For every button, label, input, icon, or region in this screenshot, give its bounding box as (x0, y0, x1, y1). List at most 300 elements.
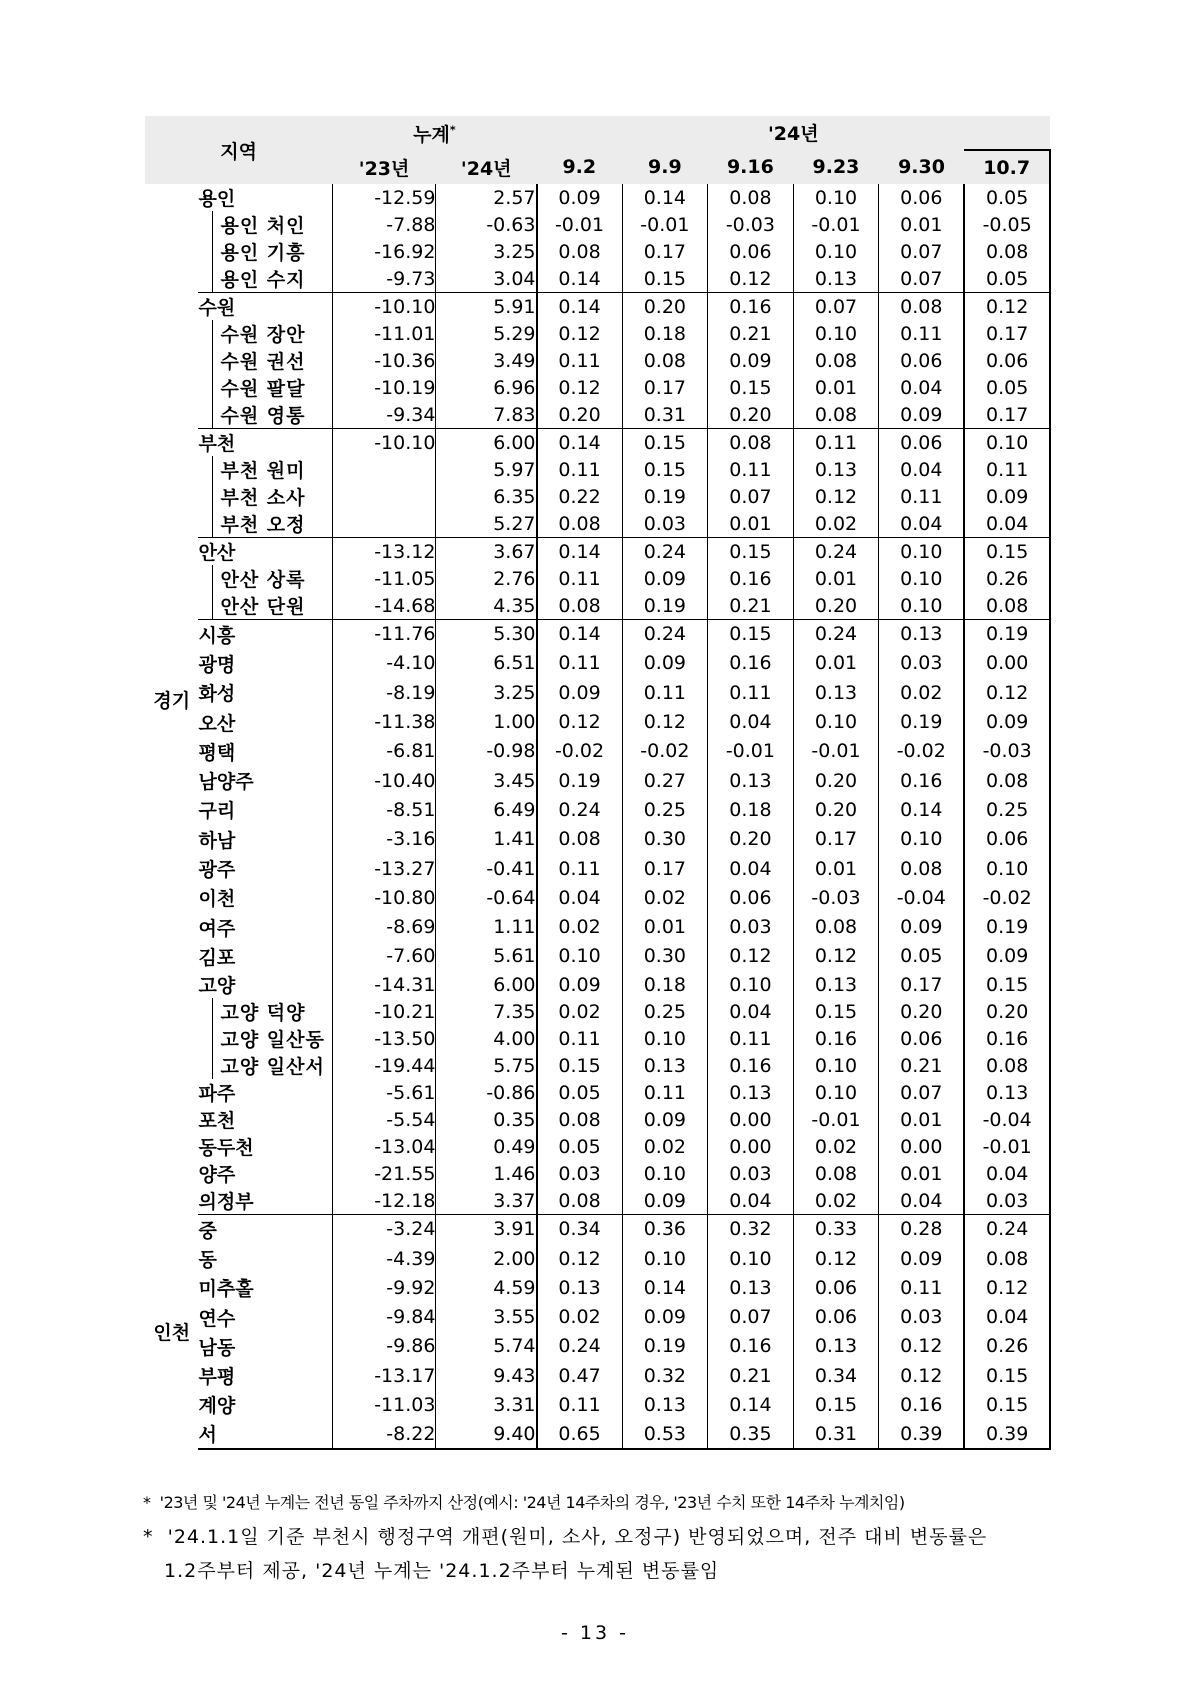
table-row (145, 620, 1050, 649)
weekly-value: 0.26 (964, 1332, 1050, 1361)
weekly-value: 0.20 (622, 293, 708, 321)
weekly-value: 0.08 (793, 347, 879, 374)
table-row (145, 1302, 1050, 1331)
weekly-value: 0.18 (622, 971, 708, 998)
weekly-value: 0.04 (708, 707, 794, 736)
weekly-value: 0.21 (879, 1052, 965, 1079)
weekly-value: -0.04 (964, 1106, 1050, 1133)
cum-23-value: -13.17 (332, 1361, 436, 1390)
cum-24-value: 3.25 (436, 678, 537, 707)
col-week: 9.23 (793, 150, 879, 184)
cum-24-value: 3.04 (436, 265, 537, 293)
weekly-value: 0.16 (708, 293, 794, 321)
cum-24-value: 0.35 (436, 1106, 537, 1133)
weekly-value: 0.01 (879, 1106, 965, 1133)
weekly-value: 0.08 (879, 293, 965, 321)
weekly-value: 0.19 (622, 483, 708, 510)
weekly-value: 0.10 (964, 854, 1050, 883)
weekly-value: 0.01 (708, 510, 794, 538)
weekly-value: -0.01 (793, 211, 879, 238)
weekly-value: 0.15 (708, 538, 794, 566)
weekly-value: 0.08 (964, 238, 1050, 265)
weekly-value: 0.12 (879, 1361, 965, 1390)
weekly-value: 0.01 (879, 211, 965, 238)
cum-23-value: -5.54 (332, 1106, 436, 1133)
footnote-1: * '23년 및 '24년 누계는 전년 동일 주차까지 산정(예시: '24년 14주차의 경우, '23년 수치 또한 14주차 누계치임) (143, 1493, 905, 1512)
table-row (145, 707, 1050, 736)
weekly-value: 0.06 (879, 429, 965, 457)
table-row (145, 1025, 1050, 1052)
table-row (145, 971, 1050, 998)
weekly-value: 0.04 (964, 1160, 1050, 1187)
cum-23-value: -6.81 (332, 737, 436, 766)
weekly-value: 0.14 (537, 265, 623, 293)
weekly-value: 0.08 (793, 401, 879, 429)
table-row (145, 883, 1050, 912)
weekly-value: 0.24 (537, 795, 623, 824)
weekly-value: 0.08 (964, 1244, 1050, 1273)
weekly-value: 0.28 (879, 1215, 965, 1244)
weekly-value: 0.39 (879, 1420, 965, 1449)
weekly-value: 0.06 (879, 1025, 965, 1052)
cum-24-value: -0.64 (436, 883, 537, 912)
city-name: 중 (198, 1215, 332, 1244)
table-row (145, 347, 1050, 374)
weekly-value: 0.04 (879, 1187, 965, 1215)
weekly-value: 0.10 (879, 592, 965, 620)
city-name: 부천 (198, 429, 332, 457)
weekly-value: -0.01 (793, 737, 879, 766)
weekly-value: 0.08 (964, 592, 1050, 620)
weekly-value: 0.10 (879, 565, 965, 592)
weekly-value: 0.03 (879, 1302, 965, 1331)
weekly-value: 0.18 (708, 795, 794, 824)
weekly-value: 0.10 (622, 1244, 708, 1273)
cum-23-value: -10.10 (332, 293, 436, 321)
weekly-value: 0.16 (708, 1052, 794, 1079)
cum-23-value: -11.03 (332, 1390, 436, 1419)
weekly-value: 0.11 (622, 1079, 708, 1106)
cum-24-value: 2.00 (436, 1244, 537, 1273)
cum-23-value: -3.24 (332, 1215, 436, 1244)
weekly-value: 0.04 (964, 1302, 1050, 1331)
cum-24-value: 1.11 (436, 912, 537, 941)
weekly-value: 0.39 (964, 1420, 1050, 1449)
weekly-value: 0.01 (793, 565, 879, 592)
weekly-value: 0.17 (879, 971, 965, 998)
region-label: 인천 (153, 1322, 191, 1345)
cum-23-value: -9.73 (332, 265, 436, 293)
weekly-value: 0.13 (708, 1079, 794, 1106)
weekly-value: 0.08 (964, 1052, 1050, 1079)
table-row (145, 456, 1050, 483)
cum-23-value (332, 510, 436, 538)
weekly-value: 0.01 (793, 374, 879, 401)
cum-23-value: -14.68 (332, 592, 436, 620)
col-23: '23년 (332, 150, 436, 184)
weekly-value: 0.16 (708, 565, 794, 592)
weekly-value: 0.16 (879, 766, 965, 795)
weekly-value: 0.08 (793, 1160, 879, 1187)
region-label: 경기 (153, 689, 191, 712)
weekly-value: 0.31 (622, 401, 708, 429)
cum-23-value: -9.84 (332, 1302, 436, 1331)
table-row (145, 1244, 1050, 1273)
cum-24-value: 5.29 (436, 320, 537, 347)
cum-23-value: -14.31 (332, 971, 436, 998)
weekly-value: 0.10 (537, 942, 623, 971)
weekly-value: 0.12 (708, 265, 794, 293)
weekly-value: 0.10 (708, 1244, 794, 1273)
table-row (145, 1079, 1050, 1106)
cum-23-value: -7.60 (332, 942, 436, 971)
city-name: 오산 (198, 707, 332, 736)
cum-24-value: 9.40 (436, 1420, 537, 1449)
weekly-value: -0.03 (793, 883, 879, 912)
weekly-value: 0.12 (793, 942, 879, 971)
weekly-value: 0.09 (964, 483, 1050, 510)
weekly-value: 0.20 (964, 998, 1050, 1025)
table-row (145, 429, 1050, 457)
cum-23-value: -10.21 (332, 998, 436, 1025)
weekly-value: 0.06 (964, 347, 1050, 374)
cum-24-value: 6.49 (436, 795, 537, 824)
cum-24-value: 2.57 (436, 184, 537, 211)
weekly-value: 0.11 (537, 854, 623, 883)
cum-24-value: 7.35 (436, 998, 537, 1025)
weekly-value: 0.36 (622, 1215, 708, 1244)
weekly-value: 0.03 (537, 1160, 623, 1187)
weekly-value: 0.11 (708, 1025, 794, 1052)
cum-23-value: -4.10 (332, 649, 436, 678)
year24-header: '24년 (537, 116, 1051, 150)
weekly-value: 0.11 (537, 456, 623, 483)
cum-23-value: -21.55 (332, 1160, 436, 1187)
weekly-value: 0.22 (537, 483, 623, 510)
table-row (145, 374, 1050, 401)
weekly-value: 0.11 (537, 565, 623, 592)
weekly-value: 0.08 (537, 510, 623, 538)
weekly-value: 0.18 (622, 320, 708, 347)
cum-24-value: 3.31 (436, 1390, 537, 1419)
weekly-value: 0.08 (537, 825, 623, 854)
weekly-value: 0.19 (964, 620, 1050, 649)
weekly-value: 0.13 (793, 678, 879, 707)
weekly-value: 0.07 (879, 265, 965, 293)
cum-24-value: 4.59 (436, 1273, 537, 1302)
table-row (145, 1420, 1050, 1449)
cum-24-value: -0.41 (436, 854, 537, 883)
weekly-value: 0.11 (622, 678, 708, 707)
cum-23-value: -9.92 (332, 1273, 436, 1302)
weekly-value: 0.04 (708, 1187, 794, 1215)
weekly-value: 0.31 (793, 1420, 879, 1449)
weekly-value: 0.12 (793, 1244, 879, 1273)
weekly-value: 0.19 (537, 766, 623, 795)
weekly-value: 0.06 (964, 825, 1050, 854)
weekly-value: 0.10 (793, 1079, 879, 1106)
weekly-value: 0.14 (622, 184, 708, 211)
weekly-value: 0.01 (622, 912, 708, 941)
table-row (145, 238, 1050, 265)
weekly-value: 0.15 (622, 456, 708, 483)
weekly-value: 0.14 (879, 795, 965, 824)
weekly-value: 0.24 (537, 1332, 623, 1361)
weekly-value: 0.08 (622, 347, 708, 374)
footnote-2-cont: 1.2주부터 제공, '24년 누계는 '24.1.2주부터 누계된 변동률임 (164, 1560, 720, 1582)
weekly-value: -0.04 (879, 883, 965, 912)
city-name: 동두천 (198, 1133, 332, 1160)
weekly-value: 0.11 (537, 649, 623, 678)
cum-23-value: -13.04 (332, 1133, 436, 1160)
weekly-value: 0.04 (964, 510, 1050, 538)
weekly-value: 0.12 (537, 707, 623, 736)
weekly-value: 0.15 (964, 1361, 1050, 1390)
cum-23-value: -10.80 (332, 883, 436, 912)
cum-24-value: 4.35 (436, 592, 537, 620)
city-name: 여주 (198, 912, 332, 941)
weekly-value: 0.04 (708, 854, 794, 883)
weekly-value: 0.17 (622, 374, 708, 401)
weekly-value: 0.13 (622, 1390, 708, 1419)
table-row (145, 265, 1050, 293)
weekly-value: 0.01 (879, 1160, 965, 1187)
table-row (145, 211, 1050, 238)
weekly-value: 0.02 (879, 678, 965, 707)
subdistrict-name: 수원 권선 (198, 347, 332, 374)
weekly-value: 0.13 (964, 1079, 1050, 1106)
cum-23-value: -19.44 (332, 1052, 436, 1079)
weekly-value: 0.02 (793, 1187, 879, 1215)
weekly-value: 0.08 (537, 1187, 623, 1215)
table-row (145, 942, 1050, 971)
weekly-value: 0.11 (793, 429, 879, 457)
weekly-value: 0.06 (793, 1302, 879, 1331)
weekly-value: -0.01 (708, 737, 794, 766)
weekly-value: 0.02 (537, 998, 623, 1025)
subdistrict-name: 용인 기흥 (198, 238, 332, 265)
weekly-value: 0.05 (879, 942, 965, 971)
weekly-value: 0.08 (793, 912, 879, 941)
city-name: 서 (198, 1420, 332, 1449)
weekly-value: 0.11 (879, 483, 965, 510)
weekly-value: 0.06 (708, 883, 794, 912)
cum-23-value (332, 483, 436, 510)
weekly-value: 0.00 (879, 1133, 965, 1160)
weekly-value: 0.09 (537, 184, 623, 211)
weekly-value: 0.53 (622, 1420, 708, 1449)
weekly-value: 0.21 (708, 320, 794, 347)
weekly-value: 0.25 (622, 795, 708, 824)
col-week: 9.2 (537, 150, 623, 184)
city-name: 구리 (198, 795, 332, 824)
weekly-value: 0.33 (793, 1215, 879, 1244)
cum-24-value: 6.51 (436, 649, 537, 678)
cum-23-value: -9.86 (332, 1332, 436, 1361)
city-name: 의정부 (198, 1187, 332, 1215)
weekly-value: 0.19 (622, 1332, 708, 1361)
weekly-value: 0.09 (964, 942, 1050, 971)
weekly-value: 0.30 (622, 942, 708, 971)
cum-24-value: 5.61 (436, 942, 537, 971)
weekly-value: 0.24 (793, 620, 879, 649)
weekly-value: 0.11 (708, 678, 794, 707)
weekly-value: 0.08 (537, 238, 623, 265)
weekly-value: 0.14 (537, 538, 623, 566)
weekly-value: 0.65 (537, 1420, 623, 1449)
subdistrict-name: 부천 원미 (198, 456, 332, 483)
weekly-value: 0.07 (708, 483, 794, 510)
cum-24-value: -0.63 (436, 211, 537, 238)
subdistrict-name: 수원 팔달 (198, 374, 332, 401)
cum-24-value: 5.75 (436, 1052, 537, 1079)
city-name: 포천 (198, 1106, 332, 1133)
cum-24-value: 6.96 (436, 374, 537, 401)
city-name: 수원 (198, 293, 332, 321)
weekly-value: 0.19 (622, 592, 708, 620)
cum-23-value: -4.39 (332, 1244, 436, 1273)
weekly-value: 0.20 (537, 401, 623, 429)
cum-24-value: -0.98 (436, 737, 537, 766)
city-name: 미추홀 (198, 1273, 332, 1302)
weekly-value: 0.04 (708, 998, 794, 1025)
cum-24-value: 3.37 (436, 1187, 537, 1215)
weekly-value: 0.11 (964, 456, 1050, 483)
weekly-value: 0.10 (793, 707, 879, 736)
weekly-value: 0.02 (793, 1133, 879, 1160)
weekly-value: 0.17 (622, 238, 708, 265)
weekly-value: 0.10 (622, 1160, 708, 1187)
weekly-value: -0.02 (622, 737, 708, 766)
weekly-value: 0.08 (537, 1106, 623, 1133)
weekly-value: 0.09 (622, 1187, 708, 1215)
weekly-value: -0.02 (537, 737, 623, 766)
cum-23-value: -11.76 (332, 620, 436, 649)
weekly-value: 0.21 (708, 592, 794, 620)
weekly-value: 0.10 (622, 1025, 708, 1052)
weekly-value: 0.05 (964, 374, 1050, 401)
weekly-value: -0.01 (964, 1133, 1050, 1160)
cum-24-value: 5.27 (436, 510, 537, 538)
cum-24-value: 7.83 (436, 401, 537, 429)
table-row (145, 1187, 1050, 1215)
weekly-value: 0.16 (964, 1025, 1050, 1052)
weekly-value: 0.19 (964, 912, 1050, 941)
weekly-value: 0.02 (537, 1302, 623, 1331)
weekly-value: 0.27 (622, 766, 708, 795)
city-name: 동 (198, 1244, 332, 1273)
weekly-value: 0.17 (793, 825, 879, 854)
cum-23-value: -8.22 (332, 1420, 436, 1449)
weekly-value: 0.08 (537, 592, 623, 620)
city-name: 광명 (198, 649, 332, 678)
subdistrict-name: 안산 상록 (198, 565, 332, 592)
cum-23-value: -8.51 (332, 795, 436, 824)
weekly-value: 0.05 (964, 184, 1050, 211)
weekly-value: -0.01 (537, 211, 623, 238)
weekly-value: 0.03 (964, 1187, 1050, 1215)
weekly-value: 0.06 (793, 1273, 879, 1302)
weekly-value: 0.11 (879, 320, 965, 347)
weekly-value: 0.07 (708, 1302, 794, 1331)
weekly-value: 0.16 (708, 1332, 794, 1361)
cum-23-value: -13.27 (332, 854, 436, 883)
cum-24-value: 5.30 (436, 620, 537, 649)
cum-24-value: -0.86 (436, 1079, 537, 1106)
weekly-value: 0.19 (879, 707, 965, 736)
weekly-value: 0.15 (793, 1390, 879, 1419)
table-row (145, 320, 1050, 347)
weekly-value: 0.13 (622, 1052, 708, 1079)
cum-23-value: -10.36 (332, 347, 436, 374)
city-name: 김포 (198, 942, 332, 971)
cum-24-value: 3.45 (436, 766, 537, 795)
weekly-value: -0.03 (708, 211, 794, 238)
cum-23-value: -9.34 (332, 401, 436, 429)
weekly-value: 0.00 (708, 1106, 794, 1133)
weekly-value: 0.09 (708, 347, 794, 374)
weekly-value: 0.14 (537, 293, 623, 321)
weekly-value: 0.15 (964, 971, 1050, 998)
cum-23-value: -3.16 (332, 825, 436, 854)
weekly-value: 0.34 (793, 1361, 879, 1390)
city-name: 부평 (198, 1361, 332, 1390)
weekly-value: 0.02 (537, 912, 623, 941)
weekly-value: 0.35 (708, 1420, 794, 1449)
weekly-value: 0.13 (793, 265, 879, 293)
weekly-value: 0.04 (879, 374, 965, 401)
weekly-value: 0.17 (964, 320, 1050, 347)
table-row (145, 1133, 1050, 1160)
cum-23-value: -10.40 (332, 766, 436, 795)
subdistrict-name: 고양 덕양 (198, 998, 332, 1025)
weekly-value: 0.20 (793, 592, 879, 620)
weekly-value: 0.21 (708, 1361, 794, 1390)
weekly-value: 0.04 (879, 510, 965, 538)
weekly-value: 0.24 (622, 620, 708, 649)
weekly-value: 0.09 (879, 1244, 965, 1273)
weekly-value: 0.14 (537, 620, 623, 649)
weekly-value: 0.15 (622, 265, 708, 293)
weekly-value: 0.12 (708, 942, 794, 971)
weekly-value: 0.12 (537, 374, 623, 401)
weekly-value: 0.12 (537, 320, 623, 347)
weekly-value: 0.16 (708, 649, 794, 678)
table-row (145, 766, 1050, 795)
weekly-value: 0.20 (793, 766, 879, 795)
weekly-value: 0.15 (708, 374, 794, 401)
weekly-value: 0.15 (537, 1052, 623, 1079)
weekly-value: 0.09 (622, 565, 708, 592)
weekly-value: 0.15 (964, 538, 1050, 566)
cum-24-value: 2.76 (436, 565, 537, 592)
subdistrict-name: 용인 처인 (198, 211, 332, 238)
weekly-value: 0.09 (537, 971, 623, 998)
cum-23-value: -12.18 (332, 1187, 436, 1215)
col-week: 9.30 (879, 150, 965, 184)
weekly-value: 0.17 (964, 401, 1050, 429)
table-row (145, 565, 1050, 592)
cum-23-value: -11.38 (332, 707, 436, 736)
weekly-value: 0.01 (793, 854, 879, 883)
weekly-value: 0.05 (964, 265, 1050, 293)
weekly-value: 0.32 (708, 1215, 794, 1244)
cum-24-value: 6.00 (436, 971, 537, 998)
weekly-value: 0.10 (879, 538, 965, 566)
city-name: 계양 (198, 1390, 332, 1419)
weekly-value: 0.02 (622, 883, 708, 912)
weekly-value: 0.12 (964, 678, 1050, 707)
